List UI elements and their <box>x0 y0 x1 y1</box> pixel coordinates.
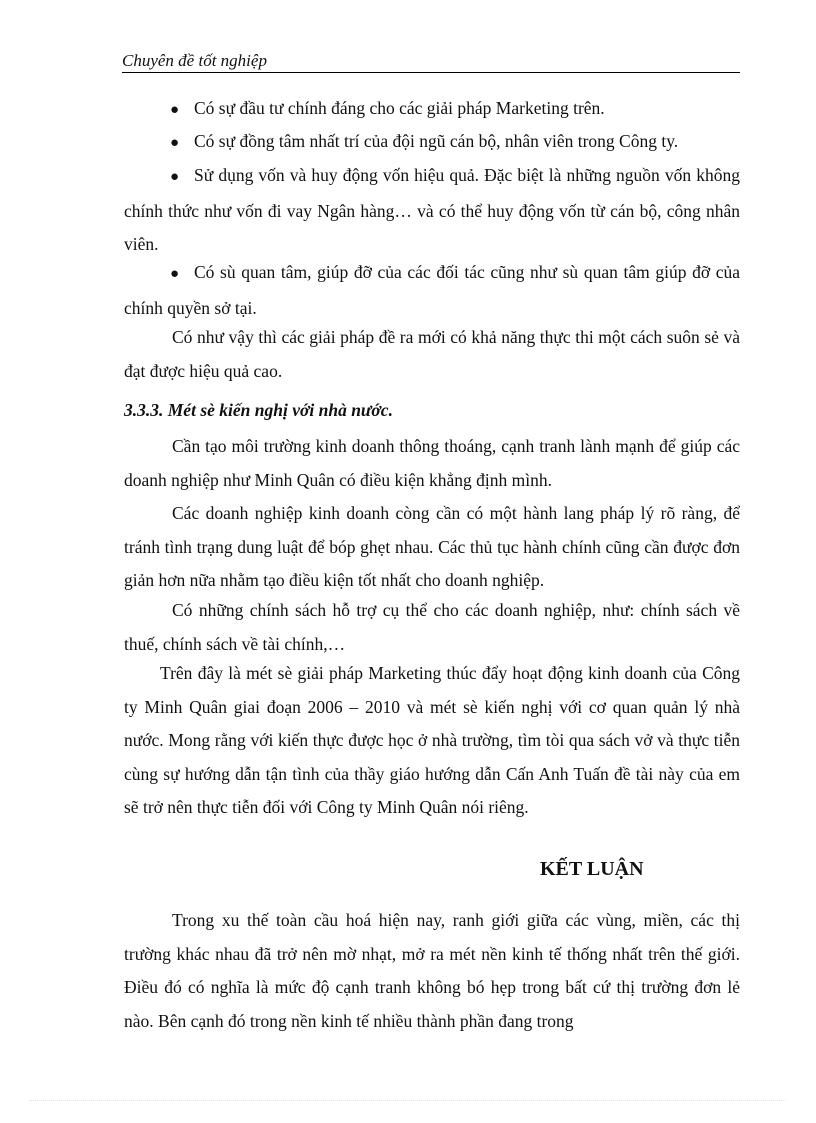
bullet-icon: ● <box>170 169 180 185</box>
bullet-item: ● Có sù quan tâm, giúp đỡ của các đối tác cũng như sù quan tâm giúp đỡ của chính quyền sở tại. <box>124 256 740 325</box>
paragraph: Có những chính sách hỗ trợ cụ thể cho các doanh nghiệp, như: chính sách về thuế, chính sách về tài chính,… <box>124 600 740 654</box>
header-title: Chuyên đề tốt nghiệp <box>122 51 267 70</box>
summary-paragraph: Trên đây là mét sè giải pháp Marketing thúc đẩy hoạt động kinh doanh của Công ty Minh Quân giai đoạn 2006 – 2010 và mét sè kiến nghị với cơ quan quản lý nhà nước. Mong rằng với kiến thực được học ở nhà trường, tìm tòi qua sách vở và thực tiễn cùng sự hướng dẫn tận tình của thầy giáo hướng dẫn Cấn Anh Tuấn đề tài này của em sẽ trở nên thực tiễn đối với Công ty Minh Quân nói riêng. <box>124 663 740 817</box>
paragraph: Các doanh nghiệp kinh doanh còng cần có một hành lang pháp lý rõ ràng, để tránh tình trạng dung luật để bóp ghẹt nhau. Các thủ tục hành chính cũng cần được đơn giản hơn nữa nhằm tạo điều kiện tốt nhất cho doanh nghiệp. <box>124 503 740 590</box>
conclusion-paragraph: Trong xu thế toàn cầu hoá hiện nay, ranh giới giữa các vùng, miền, các thị trường khác nhau đã trở nên mờ nhạt, mở ra mét nền kinh tế thống nhất trên thế giới. Điều đó có nghĩa là mức độ cạnh tranh không bó hẹp trong bất cứ thị trường đơn lẻ nào. Bên cạnh đó trong nền kinh tế nhiều thành phần đang trong <box>124 910 740 1031</box>
paragraph: Cần tạo môi trường kinh doanh thông thoáng, cạnh tranh lành mạnh để giúp các doanh nghiệp như Minh Quân có điều kiện khẳng định mình. <box>124 436 740 490</box>
bullet-item: ● Có sự đầu tư chính đáng cho các giải pháp Marketing trên. <box>124 92 740 128</box>
section-heading: 3.3.3. Mét sè kiến nghị với nhà nước. <box>124 400 393 420</box>
conclusion-title: KẾT LUẬN <box>540 858 644 880</box>
bullet-item: ● Sử dụng vốn và huy động vốn hiệu quả. Đặc biệt là những nguồn vốn không chính thức như vốn đi vay Ngân hàng… và có thể huy động vốn từ cán bộ, công nhân viên. <box>124 159 740 262</box>
page-header <box>122 50 740 73</box>
bullet-icon: ● <box>170 135 180 151</box>
page-bottom-divider <box>30 1100 786 1101</box>
bullet-item: ● Có sự đồng tâm nhất trí của đội ngũ cán bộ, nhân viên trong Công ty. <box>124 125 740 161</box>
bullet-icon: ● <box>170 266 180 282</box>
bullet-icon: ● <box>170 102 180 118</box>
paragraph: Có như vậy thì các giải pháp đề ra mới có khả năng thực thi một cách suôn sẻ và đạt được hiệu quả cao. <box>124 327 740 381</box>
